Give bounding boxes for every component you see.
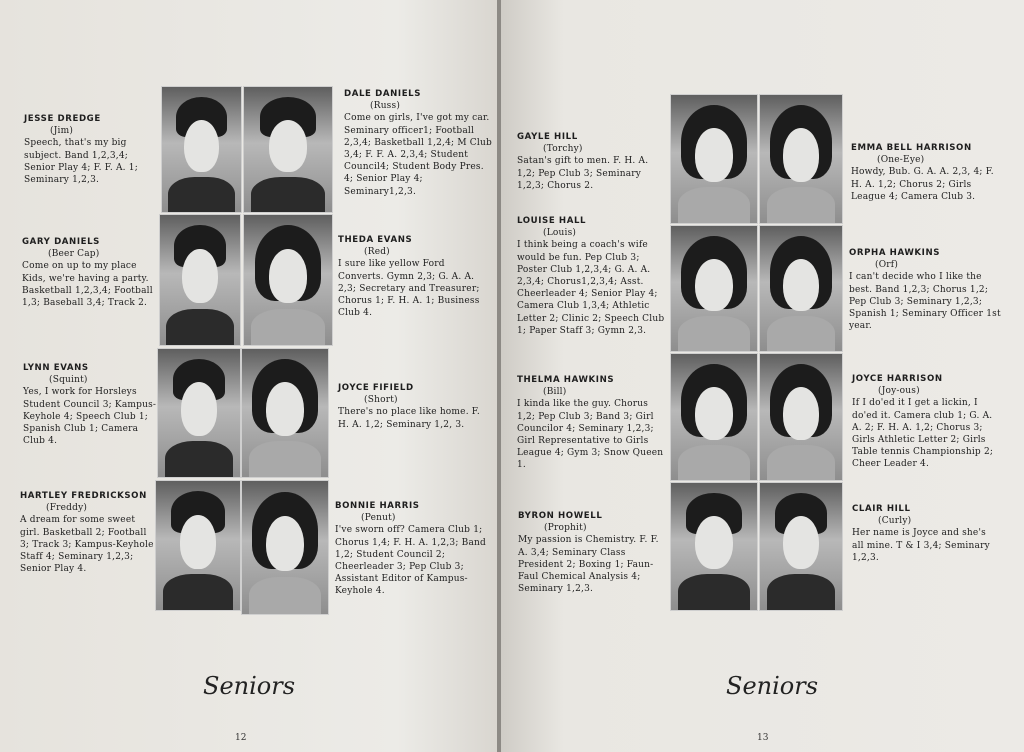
senior-name: JOYCE FIFIELD [338, 383, 414, 393]
senior-description: Satan's gift to men. F. H. A. 1,2; Pep Club 3; Seminary 1,2,3; Chorus 2. [517, 156, 649, 191]
senior-entry [517, 374, 667, 472]
senior-entry [338, 382, 488, 431]
senior-nickname: (Beer Cap) [48, 249, 100, 260]
senior-description: I can't decide who I like the best. Band 1,2,3; Chorus 1,2; Pep Club 3; Seminary 1,2,3; Spanish 1; Seminary Officer 1st year. [849, 272, 1001, 332]
senior-name: CLAIR HILL [852, 504, 911, 514]
senior-name: EMMA BELL HARRISON [851, 143, 972, 153]
senior-entry [518, 510, 668, 595]
senior-portrait-photo [155, 480, 241, 611]
senior-name: THELMA HAWKINS [517, 375, 615, 385]
senior-description: I've sworn off? Camera Club 1; Chorus 1,4; F. H. A. 1,2,3; Band 1,2; Student Council 2; Cheerleader 3; Pep Club 3; Assistant Editor of Kampus-Keyhole 4. [335, 525, 486, 597]
senior-description: I kinda like the guy. Chorus 1,2; Pep Club 3; Band 3; Girl Councilor 4; Seminary 1,2,3; Girl Representative to Girls League 4; Gym 3; Snow Queen 1. [517, 399, 664, 471]
senior-nickname: (Curly) [878, 516, 912, 527]
right-page [501, 0, 1024, 752]
senior-description: My passion is Chemistry. F. F. A. 3,4; Seminary Class President 2; Boxing 1; Faun-Faul Chemical Analysis 4; Seminary 1,2,3. [518, 535, 659, 595]
left-page [0, 0, 497, 752]
senior-description: I sure like yellow Ford Converts. Gymn 2,3; G. A. A. 2,3; Secretary and Treasurer; Chorus 1; F. H. A. 1; Business Club 4. [338, 259, 480, 319]
page-number: 12 [235, 733, 247, 743]
senior-portrait-photo [243, 86, 333, 213]
senior-entry [851, 142, 1001, 203]
senior-description: Come on girls, I've got my car. Seminary officer1; Football 2,3,4; Basketball 1,2,4; M Club 3,4; F. F. A. 2,3,4; Student Council4; Student Body Pres. 4; Senior Play 4; Seminary1,2,3. [344, 113, 492, 197]
senior-entry [849, 247, 1001, 332]
senior-name: THEDA EVANS [338, 235, 413, 245]
page-footer-title: Seniors [726, 672, 819, 700]
senior-entry [517, 131, 667, 192]
senior-name: ORPHA HAWKINS [849, 248, 941, 258]
senior-description: Speech, that's my big subject. Band 1,2,3,4; Senior Play 4; F. F. A. 1; Seminary 1,2,3. [24, 138, 138, 186]
senior-nickname: (Orf) [875, 260, 899, 271]
senior-nickname: (Squint) [49, 375, 88, 386]
senior-portrait-photo [243, 214, 333, 346]
senior-nickname: (Red) [364, 247, 390, 258]
senior-nickname: (Prophit) [544, 523, 587, 534]
senior-description: There's no place like home. F. H. A. 1,2; Seminary 1,2, 3. [338, 407, 480, 430]
senior-portrait-photo [759, 225, 843, 352]
senior-entry [517, 215, 667, 337]
senior-name: JESSE DREDGE [24, 114, 101, 124]
senior-description: If I do'ed it I get a lickin, I do'ed it. Camera club 1; G. A. A. 2; F. H. A. 1,2; Chorus 3; Girls Athletic Letter 2; Girls Table tennis Championship 2; Cheer Leader 4. [852, 398, 994, 470]
senior-description: A dream for some sweet girl. Basketball 2; Football 3; Track 3; Kampus-Keyhole Staff 4; Seminary 1,2,3; Senior Play 4. [20, 515, 154, 575]
senior-entry [23, 362, 157, 447]
senior-portrait-photo [670, 94, 758, 224]
senior-portrait-photo [241, 348, 329, 478]
senior-entry [20, 490, 156, 575]
senior-portrait-photo [670, 225, 758, 352]
senior-description: Yes, I work for Horsleys Student Council 3; Kampus-Keyhole 4; Speech Club 1; Spanish Club 1; Camera Club 4. [23, 387, 157, 447]
senior-nickname: (Bill) [543, 387, 567, 398]
senior-nickname: (Russ) [370, 101, 401, 112]
senior-name: DALE DANIELS [344, 89, 422, 99]
senior-name: LOUISE HALL [517, 216, 587, 226]
senior-portrait-photo [759, 353, 843, 481]
senior-entry [852, 503, 998, 564]
senior-nickname: (Short) [364, 395, 398, 406]
senior-name: LYNN EVANS [23, 363, 89, 373]
senior-nickname: (Louis) [543, 228, 577, 239]
senior-nickname: (Freddy) [46, 503, 88, 514]
senior-description: Howdy, Bub. G. A. A. 2,3, 4; F. H. A. 1,2; Chorus 2; Girls League 4; Camera Club 3. [851, 167, 994, 202]
senior-portrait-photo [759, 482, 843, 611]
senior-entry [344, 88, 494, 198]
senior-name: JOYCE HARRISON [852, 374, 943, 384]
senior-name: HARTLEY FREDRICKSON [20, 491, 147, 501]
senior-entry [338, 234, 492, 319]
senior-description: I think being a coach's wife would be fun. Pep Club 3; Poster Club 1,2,3,4; G. A. A. 2,3,4; Chorus1,2,3,4; Asst. Cheerleader 4; Senior Play 4; Camera Club 1,3,4; Athletic Letter 2; Clinic 2; Speech Club 1; Paper Staff 3; Gymn 2,3. [517, 240, 665, 336]
page-number: 13 [757, 733, 769, 743]
senior-portrait-photo [157, 348, 241, 478]
senior-portrait-photo [670, 482, 758, 611]
senior-description: Come on up to my place Kids, we're having a party. Basketball 1,2,3,4; Football 1,3; Baseball 3,4; Track 2. [22, 261, 153, 309]
senior-entry [22, 236, 158, 309]
senior-portrait-photo [161, 86, 242, 213]
senior-entry [852, 373, 1000, 471]
page-footer-title: Seniors [203, 672, 296, 700]
senior-entry [335, 500, 489, 598]
senior-portrait-photo [241, 480, 329, 615]
senior-entry [24, 113, 160, 186]
senior-portrait-photo [670, 353, 758, 481]
senior-nickname: (Jim) [50, 126, 74, 137]
senior-name: GARY DANIELS [22, 237, 100, 247]
senior-nickname: (One-Eye) [877, 155, 925, 166]
senior-portrait-photo [159, 214, 241, 346]
senior-name: BONNIE HARRIS [335, 501, 420, 511]
senior-name: BYRON HOWELL [518, 511, 603, 521]
senior-description: Her name is Joyce and she's all mine. T & I 3,4; Seminary 1,2,3. [852, 528, 990, 563]
senior-nickname: (Joy-ous) [878, 386, 920, 397]
senior-name: GAYLE HILL [517, 132, 578, 142]
senior-nickname: (Penut) [361, 513, 396, 524]
senior-portrait-photo [759, 94, 843, 224]
senior-nickname: (Torchy) [543, 144, 583, 155]
